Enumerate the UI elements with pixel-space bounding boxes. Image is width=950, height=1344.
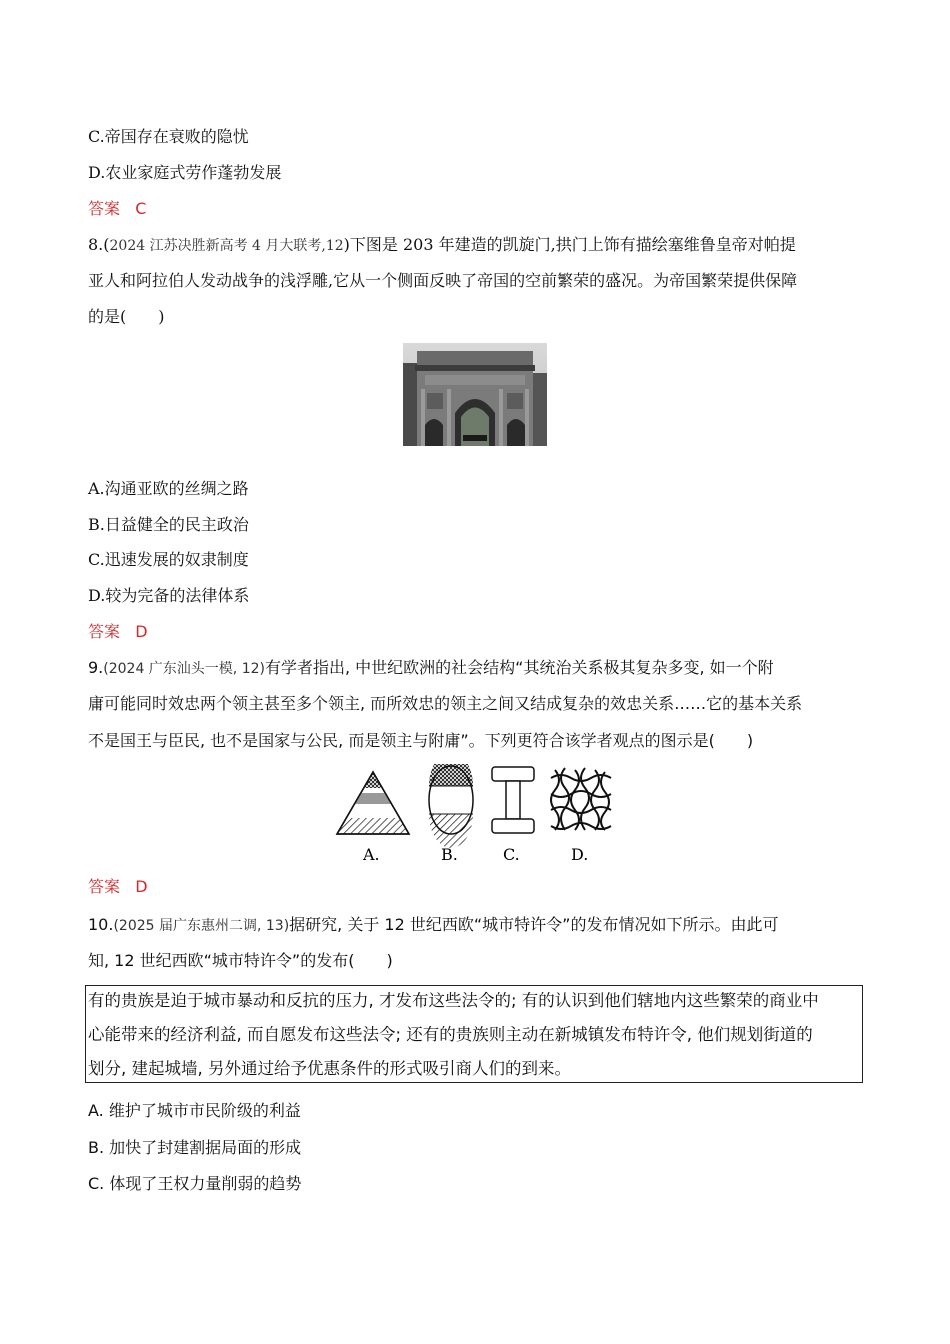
q9-answer-label: 答案 bbox=[88, 877, 121, 896]
diagram-label-b: B. bbox=[441, 845, 458, 864]
q8-answer-value: D bbox=[135, 622, 148, 641]
q10-stem-text: 据研究, 关于 12 世纪西欧“城市特许令”的发布情况如下所示。由此可 bbox=[289, 915, 779, 934]
diagram-c-ibeam bbox=[492, 767, 534, 833]
q8-source: 2024 江苏决胜新高考 4 月大联考,12 bbox=[109, 238, 344, 254]
triumphal-arch-photo bbox=[403, 343, 547, 446]
q8-option-b: B.日益健全的民主政治 bbox=[88, 515, 249, 534]
q7-answer-value: C bbox=[135, 199, 147, 218]
diagram-label-c: C. bbox=[503, 845, 520, 864]
q7-option-d: D.农业家庭式劳作蓬勃发展 bbox=[88, 163, 282, 182]
q9-answer bbox=[88, 876, 148, 898]
q7-option-c: C.帝国存在衰败的隐忧 bbox=[88, 127, 249, 146]
q10-option-c: C. 体现了王权力量削弱的趋势 bbox=[88, 1174, 302, 1193]
q10-quote-line2: 心能带来的经济利益, 而自愿发布这些法令; 还有的贵族则主动在新城镇发布特许令, 他们规划街道的 bbox=[88, 1025, 813, 1044]
diagram-b-ellipse bbox=[429, 764, 473, 848]
diagram-label-d: D. bbox=[571, 845, 589, 864]
q9-stem-line3: 不是国王与臣民, 也不是国家与公民, 而是领主与附庸”。下列更符合该学者观点的图示是( ) bbox=[88, 731, 754, 750]
q8-stem-line1 bbox=[88, 234, 796, 257]
q7-answer bbox=[88, 198, 146, 220]
q8-answer bbox=[88, 621, 148, 643]
q9-stem-text: 有学者指出, 中世纪欧洲的社会结构“其统治关系极其复杂多变, 如一个附 bbox=[264, 658, 774, 677]
diagram-d-tangled-net bbox=[551, 768, 611, 830]
q10-option-a: A. 维护了城市市民阶级的利益 bbox=[88, 1101, 301, 1120]
q9-stem-line2: 庸可能同时效忠两个领主甚至多个领主, 而所效忠的领主之间又结成复杂的效忠关系……它的基本关系 bbox=[88, 694, 803, 713]
q8-option-a: A.沟通亚欧的丝绸之路 bbox=[88, 479, 249, 498]
q9-stem-line1 bbox=[88, 657, 774, 680]
q9-number: 9. bbox=[88, 658, 104, 677]
q8-option-c: C.迅速发展的奴隶制度 bbox=[88, 550, 249, 569]
q10-stem-line2: 知, 12 世纪西欧“城市特许令”的发布( ) bbox=[88, 951, 393, 970]
q10-option-b: B. 加快了封建割据局面的形成 bbox=[88, 1138, 302, 1157]
q10-quote-box bbox=[85, 985, 863, 1083]
q8-option-d: D.较为完备的法律体系 bbox=[88, 586, 250, 605]
q9-answer-value: D bbox=[135, 877, 148, 896]
q10-stem-line1 bbox=[88, 914, 778, 937]
q10-quote-line1: 有的贵族是迫于城市暴动和反抗的压力, 才发布这些法令的; 有的认识到他们辖地内这些繁荣的商业中 bbox=[88, 991, 819, 1010]
q8-stem-text: )下图是 203 年建造的凯旋门,拱门上饰有描绘塞维鲁皇帝对帕提 bbox=[343, 235, 796, 254]
q9-source: (2024 广东汕头一模, 12) bbox=[103, 661, 265, 677]
diagram-label-a: A. bbox=[363, 845, 380, 864]
q10-source: (2025 届广东惠州二调, 13) bbox=[113, 918, 290, 934]
q7-answer-label: 答案 bbox=[88, 199, 121, 218]
q9-diagram-options bbox=[335, 764, 615, 864]
q8-stem-line3: 的是( ) bbox=[88, 307, 165, 326]
q10-number: 10. bbox=[88, 915, 114, 934]
q8-number: 8.( bbox=[88, 235, 110, 254]
q8-stem-line2: 亚人和阿拉伯人发动战争的浅浮雕,它从一个侧面反映了帝国的空前繁荣的盛况。为帝国繁荣提供保障 bbox=[88, 271, 798, 290]
q10-quote-line3: 划分, 建起城墙, 另外通过给予优惠条件的形式吸引商人们的到来。 bbox=[88, 1059, 571, 1078]
diagram-a-pyramid bbox=[337, 772, 409, 834]
q8-answer-label: 答案 bbox=[88, 622, 121, 641]
